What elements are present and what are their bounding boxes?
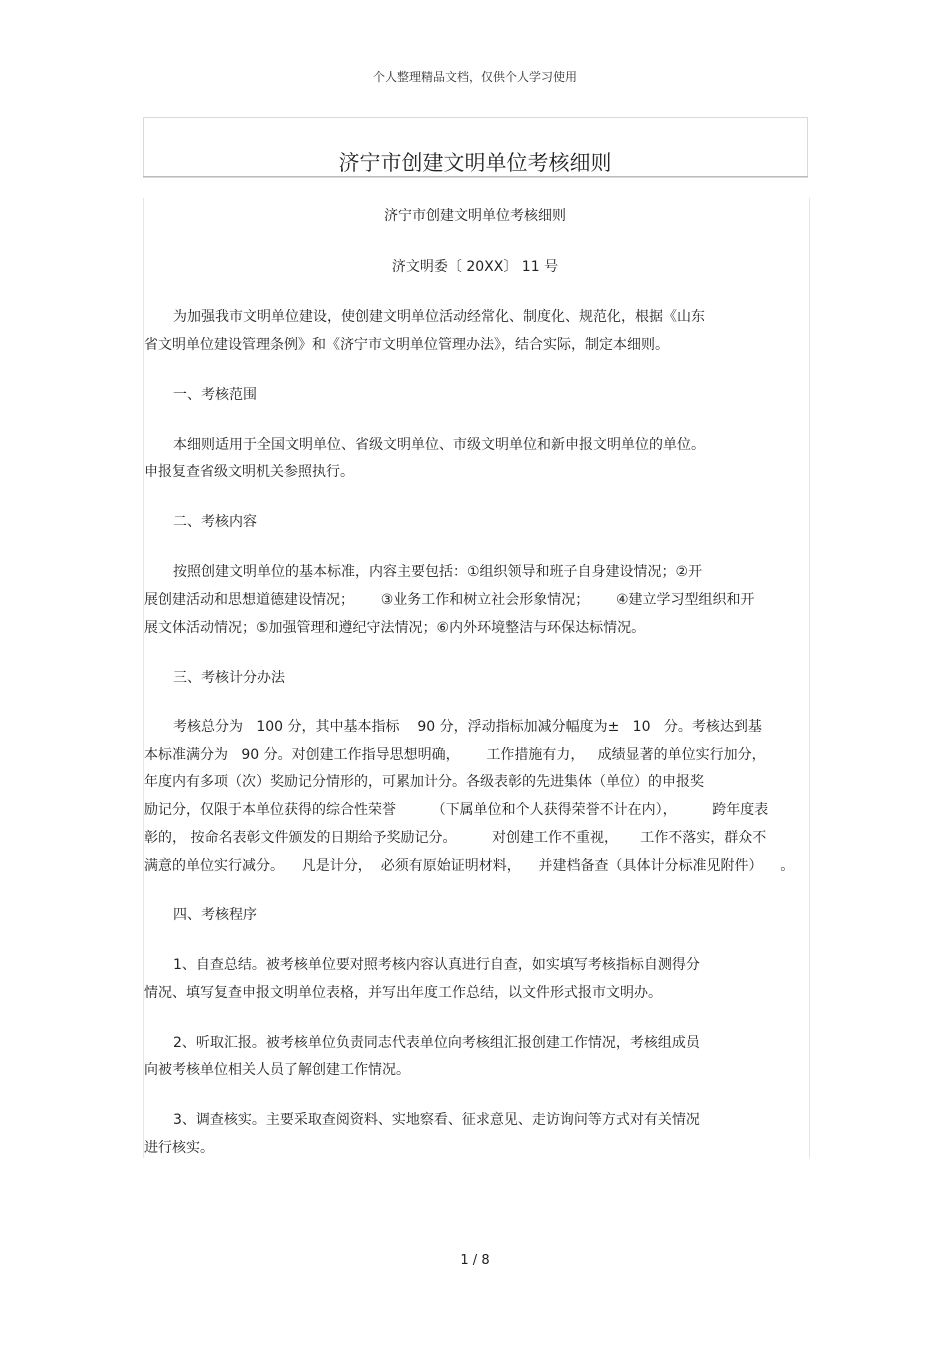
document-subtitle: 济宁市创建文明单位考核细则 [384,208,566,224]
procedure-item-line: 向被考核单位相关人员了解创建工作情况。 [144,1062,410,1078]
paragraph-line: 满意的单位实行减分。 凡是计分， 必须有原始证明材料， 并建档备查（具体计分标准见附件） 。 [144,858,795,874]
section-heading: 三、考核计分办法 [173,670,285,686]
procedure-item-line: 3、调查核实。主要采取查阅资料、实地察看、征求意见、走访询问等方式对有关情况 [173,1112,700,1128]
procedure-item-line: 进行核实。 [144,1140,214,1156]
section-heading: 一、考核范围 [173,387,257,403]
paragraph-line: 本细则适用于全国文明单位、省级文明单位、市级文明单位和新申报文明单位的单位。 [173,437,705,453]
paragraph-line: 年度内有多项（次）奖励记分情形的，可累加计分。各级表彰的先进集体（单位）的申报奖 [144,774,704,790]
procedure-item-line: 1、自查总结。被考核单位要对照考核内容认真进行自查，如实填写考核指标自测得分 [173,957,700,973]
page-header-note: 个人整理精品文档，仅供个人学习使用 [372,70,577,84]
paragraph-line: 励记分，仅限于本单位获得的综合性荣誉 （下属单位和个人获得荣誉不计在内）， 跨年度表 [144,802,769,818]
paragraph-line: 本标准满分为 90 分。对创建工作指导思想明确， 工作措施有力， 成绩显著的单位实行加分， [144,747,766,763]
paragraph-line: 展文体活动情况；⑤加强管理和遵纪守法情况；⑥内外环境整洁与环保达标情况。 [144,620,646,636]
paragraph-line: 彰的， 按命名表彰文件颁发的日期给予奖励记分。 对创建工作不重视， 工作不落实，群众不 [144,830,767,846]
paragraph-line: 展创建活动和思想道德建设情况； ③业务工作和树立社会形象情况； ④建立学习型组织和开 [144,592,755,608]
paragraph-line: 按照创建文明单位的基本标准，内容主要包括：①组织领导和班子自身建设情况；②开 [173,564,703,580]
document-number: 济文明委〔 20XX〕 11 号 [391,259,559,275]
section-heading: 四、考核程序 [173,907,257,923]
paragraph-line: 申报复查省级文明机关参照执行。 [144,464,354,480]
intro-line: 为加强我市文明单位建设，使创建文明单位活动经常化、制度化、规范化，根据《山东 [173,309,705,325]
section-heading: 二、考核内容 [173,514,257,530]
intro-line: 省文明单位建设管理条例》和《济宁市文明单位管理办法》，结合实际，制定本细则。 [144,337,669,353]
procedure-item-line: 情况、填写复查申报文明单位表格，并写出年度工作总结，以文件形式报市文明办。 [144,985,662,1001]
page-number: 1 / 8 [460,1253,490,1268]
title-divider [143,176,808,177]
procedure-item-line: 2、听取汇报。被考核单位负责同志代表单位向考核组汇报创建工作情况，考核组成员 [173,1035,700,1051]
document-title: 济宁市创建文明单位考核细则 [338,151,612,175]
paragraph-line: 考核总分为 100 分，其中基本指标 90 分，浮动指标加减分幅度为± 10 分。考核达到基 [173,719,762,735]
